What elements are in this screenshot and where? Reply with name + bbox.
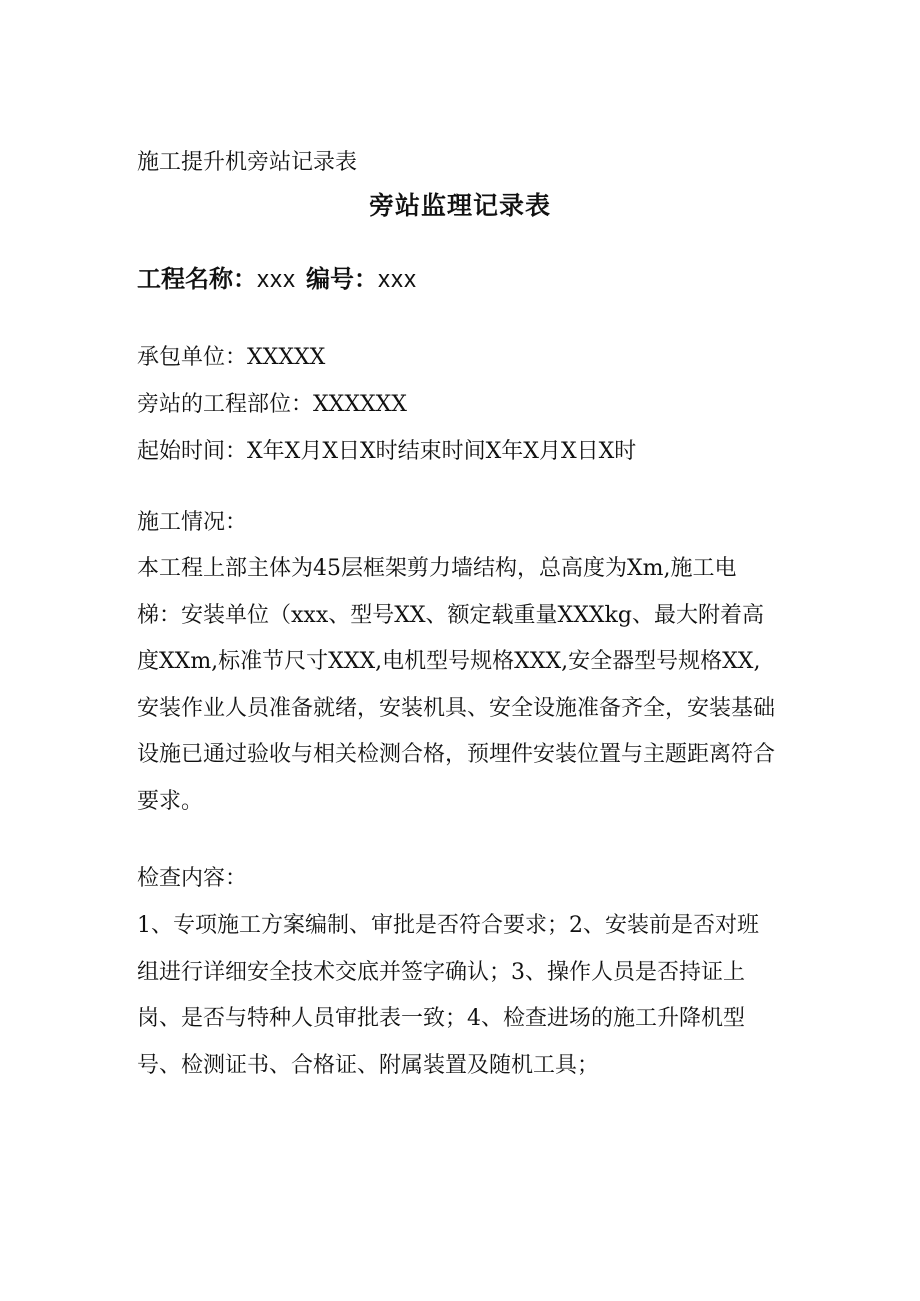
form-title: 旁站监理记录表 — [368, 191, 551, 220]
inspection-section-label: 检查内容： — [137, 866, 248, 891]
project-number-value: xxx — [378, 266, 417, 293]
time-range-line: 起始时间：X年X月X日X时结束时间X年X月X日X时 — [137, 439, 637, 464]
project-name-label: 工程名称： — [137, 265, 257, 293]
project-info-line — [137, 264, 417, 295]
site-part-line: 旁站的工程部位：XXXXXX — [137, 392, 407, 417]
project-number-label: 编号： — [306, 265, 378, 293]
contractor-line: 承包单位：XXXXX — [137, 345, 326, 370]
document-title: 施工提升机旁站记录表 — [137, 150, 358, 175]
construction-section-label: 施工情况： — [137, 510, 248, 535]
project-name-value: xxx — [257, 266, 296, 293]
inspection-paragraph: 1、专项施工方案编制、审批是否符合要求；2、安装前是否对班组进行详细安全技术交底并签字确认；3、操作人员是否持证上岗、是否与特种人员审批表一致；4、检查进场的施工升降机型号、检测证书、合格证、附属装置及随机工具； — [137, 913, 759, 1078]
construction-paragraph: 本工程上部主体为45层框架剪力墙结构，总高度为Xm,施工电梯：安装单位（xxx、型号XX、额定载重量XXXkg、最大附着高度XXm,标准节尺寸XXX,电机型号规格XXX,安全器型号规格XX,安装作业人员准备就绪，安装机具、安全设施准备齐全，安装基础设施已通过验收与相关检测合格，预埋件安装位置与主题距离符合要求。 — [137, 556, 776, 814]
